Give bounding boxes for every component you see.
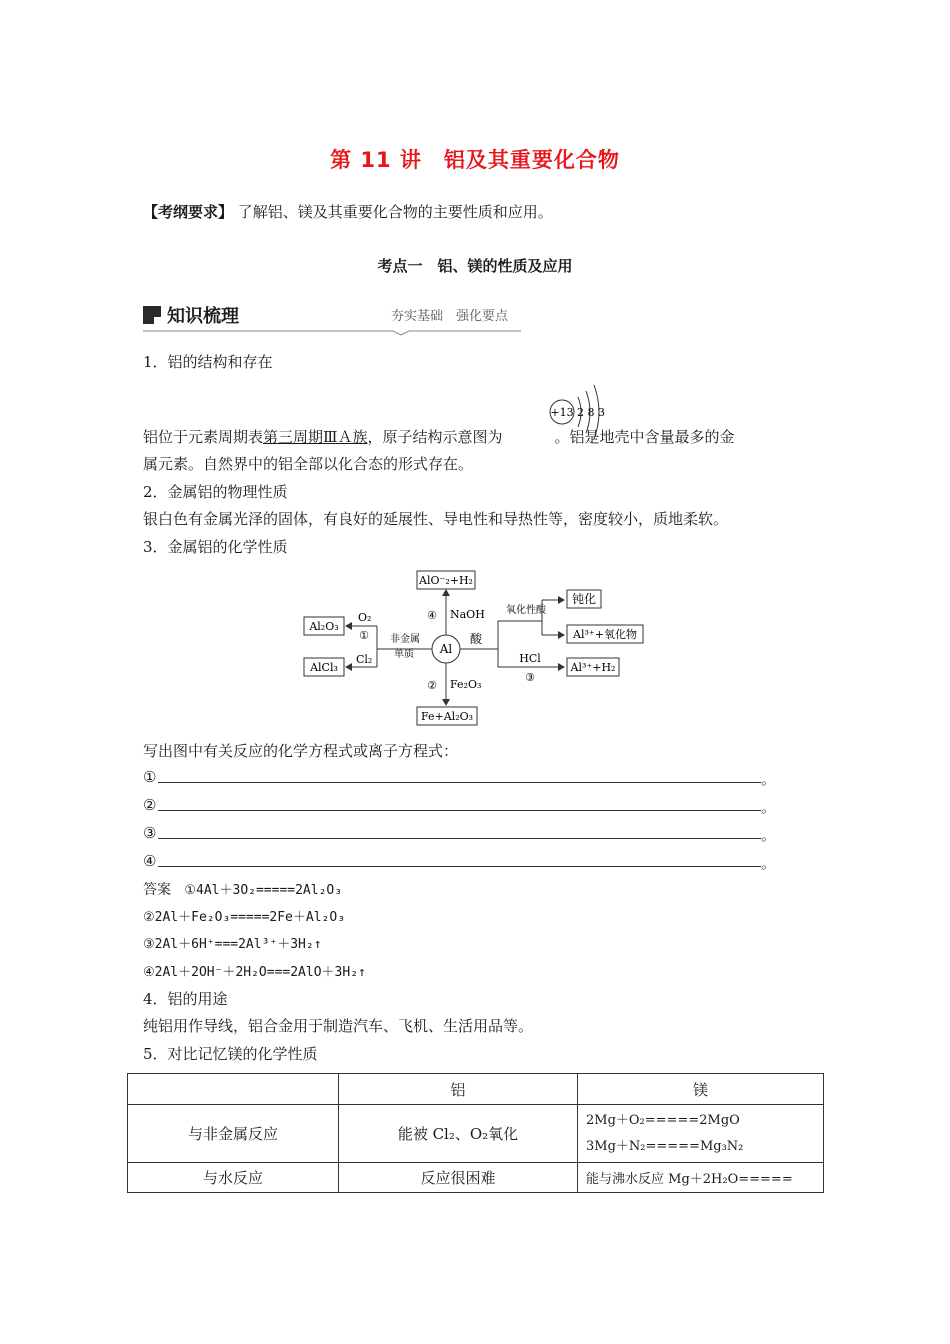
answer-3: ③2Al＋6H⁺===2Al³⁺＋3H₂↑: [143, 937, 322, 952]
answer-1: ①4Al＋3O₂=====2Al₂O₃: [184, 883, 343, 898]
sec1-heading: 1．铝的结构和存在: [143, 353, 273, 371]
atom-nucleus: +13: [550, 406, 574, 419]
diagram-left-top-reagent: O₂: [358, 611, 372, 624]
table-cell: 与非金属反应: [128, 1105, 339, 1163]
mg-reaction-1: 2Mg＋O₂=====2MgO: [586, 1112, 740, 1128]
table-row: [128, 1105, 824, 1163]
requirement-text: 了解铝、镁及其重要化合物的主要性质和应用。: [237, 203, 553, 221]
section-heading: 考点一 铝、镁的性质及应用: [377, 257, 573, 275]
diagram-bottom-box: Fe+Al₂O₃: [420, 710, 474, 723]
answer-line-2: [143, 906, 345, 925]
sec1-line2: 属元素。自然界中的铝全部以化合态的形式存在。: [143, 455, 474, 473]
answer-line-4: [143, 961, 366, 980]
blank-num-3: ③: [143, 824, 157, 842]
sec5-heading: 5．对比记忆镁的化学性质: [143, 1045, 318, 1063]
sec4-text: 纯铝用作导线，铝合金用于制造汽车、飞机、生活用品等。: [143, 1017, 534, 1035]
answer-line-3: [143, 933, 322, 952]
diagram-left-bottom-box: AlCl₃: [310, 661, 338, 674]
banner-square-icon: [143, 306, 161, 324]
table-cell: 能与沸水反应 Mg＋2H₂O=====: [578, 1163, 824, 1193]
sec1-line1: [143, 426, 735, 448]
diagram-right-upper-label: 氧化性酸: [506, 605, 546, 616]
diagram-center: Al: [439, 642, 453, 656]
diagram-right-box-3: Al³⁺+H₂: [570, 661, 616, 674]
answer-blank-3[interactable]: [143, 824, 783, 846]
diagram-right-lower-num: ③: [525, 671, 535, 684]
diagram-left-bottom-reagent: Cl₂: [356, 653, 373, 666]
table-cell: 反应很困难: [339, 1163, 578, 1193]
answer-line-1: [143, 879, 342, 899]
table-header-cell: 铝: [339, 1074, 578, 1105]
table-cell: [578, 1105, 824, 1163]
table-header-cell: 镁: [578, 1074, 824, 1105]
exam-requirement: [143, 201, 553, 222]
diagram-right-lower-reagent: HCl: [519, 652, 541, 665]
blank-num-4: ④: [143, 852, 157, 870]
answer-2: ②2Al＋Fe₂O₃=====2Fe＋Al₂O₃: [143, 910, 346, 925]
al-reaction-diagram: [300, 567, 650, 729]
blank-num-1: ①: [143, 768, 157, 786]
blank-end-4: 。: [761, 854, 777, 872]
comparison-table: [127, 1073, 824, 1193]
sec1-text-a: 铝位于元素周期表: [143, 428, 264, 446]
sec1-text-b: ，原子结构示意图为: [367, 428, 503, 446]
sec3-heading: 3．金属铝的化学性质: [143, 538, 288, 556]
answer-blank-4[interactable]: [143, 852, 783, 874]
knowledge-banner: [143, 302, 523, 334]
requirement-label: 【考纲要求】: [143, 203, 234, 221]
table-cell: 与水反应: [128, 1163, 339, 1193]
sec4-heading: 4．铝的用途: [143, 990, 228, 1008]
diagram-right-box-1: 钝化: [571, 592, 597, 606]
page-title: 第 11 讲 铝及其重要化合物: [330, 148, 620, 172]
atom-shells: 2 8 3: [577, 406, 605, 419]
banner-underline: [143, 328, 523, 336]
answer-4: ④2Al＋2OH⁻＋2H₂O===2AlO＋3H₂↑: [143, 965, 366, 980]
prompt-text: 写出图中有关反应的化学方程式或离子方程式：: [143, 742, 459, 760]
blank-end-2: 。: [761, 798, 777, 816]
table-cell: 能被 Cl₂、O₂氧化: [339, 1105, 578, 1163]
answer-label: 答案: [143, 882, 171, 898]
sec1-text-c: 。铝是地壳中含量最多的金: [554, 428, 735, 446]
blank-num-2: ②: [143, 796, 157, 814]
banner-label: 知识梳理: [167, 306, 239, 327]
sec1-underlined: 第三周期ⅢＡ族: [263, 428, 368, 446]
mg-reaction-2: 3Mg＋N₂=====Mg₃N₂: [586, 1138, 744, 1154]
table-header-row: [128, 1074, 824, 1105]
table-header-cell: [128, 1074, 339, 1105]
diagram-bottom-num: ②: [427, 679, 437, 692]
diagram-left-top-box: Al₂O₃: [309, 620, 339, 633]
diagram-top-box: AlO⁻₂+H₂: [419, 574, 473, 587]
banner-subtitle: 夯实基础 强化要点: [391, 309, 509, 324]
sec2-heading: 2．金属铝的物理性质: [143, 483, 288, 501]
diagram-left-label-2: 单质: [394, 649, 414, 660]
diagram-top-num: ④: [427, 609, 437, 622]
diagram-right-label: 酸: [469, 632, 483, 646]
diagram-right-box-2: Al³⁺+氧化物: [573, 628, 637, 641]
answer-blank-2[interactable]: [143, 796, 783, 818]
answer-blank-1[interactable]: [143, 768, 783, 790]
blank-end-3: 。: [761, 826, 777, 844]
diagram-bottom-reagent: Fe₂O₃: [450, 678, 482, 691]
blank-end-1: 。: [761, 770, 777, 788]
sec2-text: 银白色有金属光泽的固体，有良好的延展性、导电性和导热性等，密度较小，质地柔软。: [143, 510, 729, 528]
diagram-left-label-1: 非金属: [390, 634, 420, 645]
table-row: [128, 1163, 824, 1193]
diagram-top-reagent: NaOH: [450, 608, 485, 621]
diagram-left-top-num: ①: [359, 629, 369, 642]
